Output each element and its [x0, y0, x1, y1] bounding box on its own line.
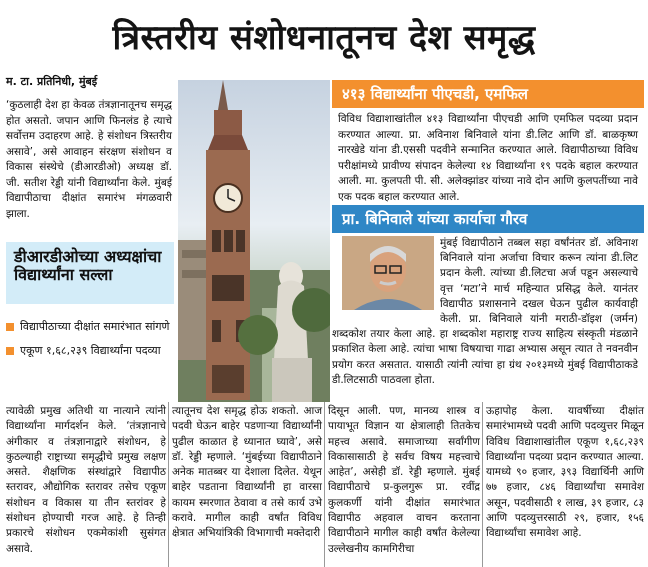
headline: त्रिस्तरीय संशोधनातूनच देश समृद्ध	[112, 18, 536, 58]
phd-text: विविध विद्याशाखांतील ४१३ विद्यार्थ्यांना पीएचडी आणि एमफिल पदव्या प्रदान करण्यात आल्या. प्रा. अविनाश बिनिवाले यांना डी.लिट आणि डॉ. बाळकृष्ण नारखेडे यांना डी.एससी पदवीने सन्मानित करण्यात आले. विद्यापीठाच्या विविध परीक्षांमध्ये प्रावीण्य संपादन केलेल्या १४ विद्यार्थ्यांना १९ पदके बहाल करण्यात आली. मा. कुलपती पी. सी. अलेक्झांडर यांच्या नावे दोन आणि कुलपतींच्या नावे एक पदक बहाल करण्यात आले.	[338, 113, 638, 203]
phd-section	[332, 80, 644, 205]
intro-quote: ‘कुठलाही देश हा केवळ तंत्रज्ञानातूनच समृद्ध होत असतो. जपान आणि फिनलंड हे त्याचे सर्वोत्तम उदाहरण आहे. हे संशोधन त्रिस्तरीय असावे’, असे आवाहन संरक्षण संशोधन व विकास संस्थेचे (डीआरडीओ) अध्यक्ष डॉ. जी. सतीश रेड्डी यांनी विद्यार्थ्यांना केले. मुंबई विद्यापीठाचा दीक्षांत समारंभ मंगळवारी झाला.	[6, 99, 172, 220]
body-text: त्यातूनच देश समृद्ध होऊ शकतो. आज पदवी घेऊन बाहेर पडणाऱ्या विद्यार्थ्यांनी पुढील काळात हे ध्यानात घ्यावे’, असे डॉ. रेड्डी म्हणाले. ‘मुंबईच्या विद्यापीठाने अनेक मातब्बर या देशाला दिलेत. येथून बाहेर पडताना विद्यार्थ्यांनी हा वारसा कायम स्मरणात ठेवावा व तसे कार्य उभे करावे. मागील काही वर्षांत विविध क्षेत्रात अभियांत्रिकी विभागाची मक्तेदारी	[172, 405, 322, 540]
highlight-item	[6, 320, 174, 334]
intro-column	[6, 98, 172, 222]
byline: म. टा. प्रतिनिधी, मुंबई	[6, 75, 98, 88]
guarav-text: मुंबई विद्यापीठाने तब्बल सहा वर्षांनंतर डॉ. अविनाश बिनिवाले यांना अर्जाचा विचार करून त्यांना डी.लिट प्रदान केली. त्यांच्या डी.लिटचा अर्ज पडून असल्याचे वृत्त ‘मटा’ने मार्च महिन्यात प्रसिद्ध केले. यानंतर विद्यापीठ प्रशासनाने दखल घेऊन पुढील कार्यवाही केली. प्रा. बिनिवाले यांनी मराठी-डॉइश (जर्मन) शब्दकोश तयार केला आहे. हा शब्दकोश महाराष्ट्र राज्य साहित्य संस्कृती मंडळाने प्रकाशित केला आहे. त्यांचा भाषा विषयाचा गाढा अभ्यास असून त्यात ते नवनवीन प्रयोग करत असतात. यासाठी त्यांनी त्यांचा हा ग्रंथ २०१३मध्ये मुंबई विद्यापीठाकडे डी.लिटसाठी पाठवला होता.	[332, 237, 638, 386]
bottom-column-1	[6, 404, 166, 564]
clock-tower-photo	[178, 80, 330, 402]
clock-tower-illustration	[178, 80, 330, 402]
phd-heading: ४१३ विद्यार्थ्यांना पीएचडी, एमफिल	[332, 80, 644, 108]
column-rule	[168, 402, 169, 567]
portrait-illustration	[342, 236, 434, 310]
highlight-text: एकूण १,६८,२३९ विद्यार्थ्यांना पदव्या	[20, 344, 161, 357]
portrait-photo	[342, 236, 434, 310]
column-rule	[482, 402, 483, 567]
highlight-text: विद्यापीठाच्या दीक्षांत समारंभात सांगणे	[20, 320, 170, 333]
body-text: दिसून आली. पण, मानव्य शास्त्र व पायाभूत विज्ञान या क्षेत्रालाही तितकेच महत्त्व असावे. समाजाच्या सर्वांगीण विकासासाठी हे सर्वच विषय महत्त्वाचे आहेत’, असेही डॉ. रेड्डी म्हणाले. मुंबई विद्यापीठाचे प्र-कुलगुरू प्रा. रवींद्र कुलकर्णी यांनी दीक्षांत समारंभात विद्यापीठ अहवाल वाचन करताना विद्यापीठाने मागील काही वर्षांत केलेल्या उल्लेखनीय कामगिरीचा	[328, 405, 480, 555]
bottom-column-4	[486, 404, 644, 564]
bullet-square-icon	[6, 347, 14, 355]
subheading-box: डीआरडीओच्या अध्यक्षांचा विद्यार्थ्यांना सल्ला	[6, 242, 174, 304]
highlights-list	[6, 320, 174, 368]
column-rule	[324, 402, 325, 567]
body-text: ऊहापोह केला. यावर्षीच्या दीक्षांत समारंभामध्ये पदवी आणि पदव्युत्तर मिळून विविध विद्याशाखांतील एकूण १,६८,२३९ विद्यार्थ्यांना पदव्या प्रदान करण्यात आल्या. यामध्ये ९० हजार, ३९३ विद्यार्थिनी आणि ७७ हजार, ८४६ विद्यार्थ्यांचा समावेश असून, पदवीसाठी १ लाख, ३९ हजार, ८३ आणि पदव्युत्तरसाठी २९, हजार, १५६ विद्यार्थ्यांचा समावेश आहे.	[486, 405, 644, 540]
bottom-column-2	[172, 404, 322, 564]
guarav-heading: प्रा. बिनिवाले यांच्या कार्याचा गौरव	[332, 205, 644, 233]
bottom-column-3	[328, 404, 480, 564]
body-text: त्यावेळी प्रमुख अतिथी या नात्याने त्यांनी विद्यार्थ्यांना मार्गदर्शन केले. ‘तंत्रज्ञानाचे अंगीकार व तंत्रज्ञानाद्वारे संशोधन, हे कुठल्याही राष्ट्राच्या समृद्धीचे प्रमुख लक्षण असते. शैक्षणिक संस्थांद्वारे विद्यापीठ स्तरावर, औद्योगिक स्तरावर तसेच एकूण संशोधन व विकास या तीन स्तरांवर हे संशोधन होण्याची गरज आहे. हे तिन्ही प्रकारचे संशोधन एकमेकांशी सुसंगत असावे.	[6, 405, 166, 555]
guarav-section	[332, 236, 644, 388]
highlight-item	[6, 344, 174, 358]
bullet-square-icon	[6, 323, 14, 331]
